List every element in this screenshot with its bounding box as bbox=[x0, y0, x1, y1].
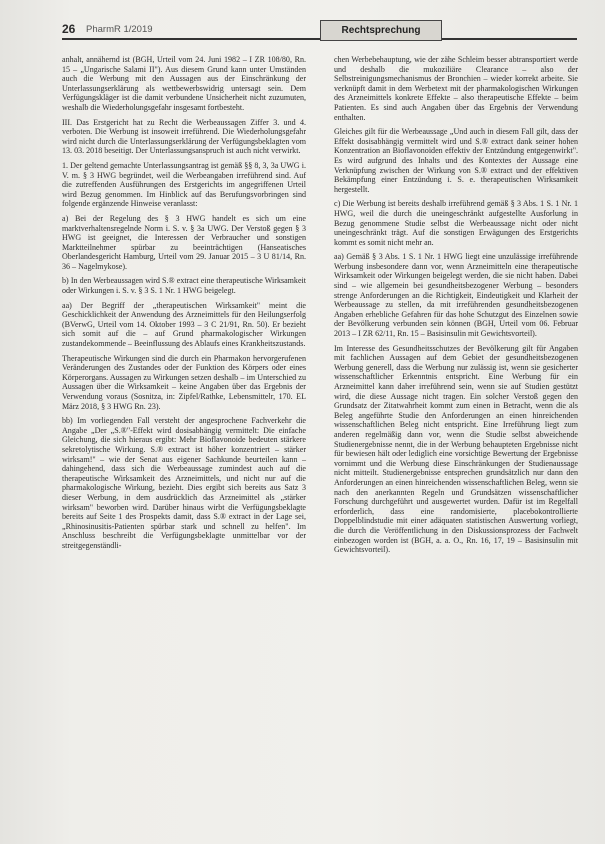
paragraph: chen Werbebehauptung, wie der zähe Schleim besser abtransportiert werde und deshalb die mukoziliäre Clearance – also der Selbstreinigungsmechanismus der Bronchien – wieder korrekt arbeite. Sie verknüpft damit in dem Werbetext mit der pharmakologischen Wirkungen des Arzneimittels konkrete Effekte – also therapeutische Effekte – beim Patienten. Es sind auch Angaben über das Ergebnis der Verwendung enthalten. bbox=[334, 55, 578, 122]
paragraph: anhalt, annähernd ist (BGH, Urteil vom 24. Juni 1982 – I ZR 108/80, Rn. 15 – „Ungarische Salami II"). Aus diesem Grund kann unter Umständen auch die Werbung mit den Aussagen aus der Einschränkung der Unterlassungserklärung als wettbewerbswidrig untersagt sein. Dem Verfügungskläger ist die damit verbundene Unsicherheit nicht zuzumuten, weshalb die Wiederholungsgefahr insgesamt fortbesteht. bbox=[62, 55, 306, 112]
paragraph: b) In den Werbeaussagen wird S.® extract eine therapeutische Wirksamkeit oder Wirkungen i. S. v. § 3 S. 1 Nr. 1 HWG beigelegt. bbox=[62, 276, 306, 296]
section-title: Rechtsprechung bbox=[320, 20, 442, 41]
left-column bbox=[62, 55, 306, 556]
right-column bbox=[334, 55, 578, 560]
paragraph: Im Interesse des Gesundheitsschutzes der Bevölkerung gilt für Angaben mit fachlichen Aussagen auf dem Gebiet der gesundheitsbezogenen Werbung generell, dass die Werbung nur zulässig ist, wenn sie gesicherter wissenschaftlicher Erkenntnis entspricht. Eine Werbung für ein Arzneimittel kann daher irreführend sein, wenn sie auf Studien gestützt wird, die diese Aussage nicht tragen. Ein solcher Verstoß gegen den Grundsatz der Zitatwahrheit kommt zum einen in Betracht, wenn die als Beleg angeführte Studie den Anforderungen an einen hinreichenden wissenschaftlichen Beleg nicht entspricht. Eine Irreführung liegt zum anderen regelmäßig dann vor, wenn die Studie selbst abweichende Studienergebnisse nennt, die in der Werbung behaupteten Ergebnisse nicht für bewiesen hält oder lediglich eine vorsichtige Bewertung der Ergebnisse vornimmt und die Werbung diese Einschränkungen der Studienaussage nicht mitteilt. Studienergebnisse entsprechen grundsätzlich nur dann den Anforderungen an einen hinreichenden wissenschaftlichen Beleg, wenn sie nach den anerkannten Regeln und Grundsätzen wissenschaftlicher Forschung durchgeführt und ausgewertet wurden. Dafür ist im Regelfall erforderlich, dass eine randomisierte, placebokontrollierte Doppelblindstudie mit einer adäquaten statistischen Auswertung vorliegt, die durch die Veröffentlichung in den Diskussionsprozess der Fachwelt einbezogen worden ist (BGH, a. a. O., Rn. 16, 17, 19 – Basisinsulin mit Gewichtsvorteil). bbox=[334, 343, 578, 555]
page-header bbox=[62, 16, 577, 42]
paragraph: aa) Gemäß § 3 Abs. 1 S. 1 Nr. 1 HWG liegt eine unzulässige irreführende Werbung insbesondere dann vor, wenn Arzneimitteln eine therapeutische Wirksamkeit oder Wirkungen beigelegt werden, die sie nicht haben. Dabei sind – wie allgemein bei gesundheitsbezogener Werbung – besonders strenge Anforderungen an die Richtigkeit, Eindeutigkeit und Klarheit der Werbeaussage zu stellen, da mit irreführenden gesundheitsbezogenen Angaben erhebliche Gefahren für das hohe Schutzgut des Einzelnen sowie der Bevölkerung verbunden sein können (BGH, Urteil vom 06. Februar 2013 – I ZR 62/11, Rn. 15 – Basisinsulin mit Gewichtsvorteil). bbox=[334, 252, 578, 339]
paragraph: aa) Der Begriff der „therapeutischen Wirksamkeit" meint die Geschicklichkeit der Anwendung des Arzneimittels für den Heilungserfolg (BVerwG, Urteil vom 14. Oktober 1993 – 3 C 21/91, Rn. 50). Er bezieht sich somit auf die – auf Grund pharmakologischer Wirkungen zustandekommende – Beeinflussung des Ablaufs eines Krankheitszustands. bbox=[62, 300, 306, 349]
journal-name: PharmR 1/2019 bbox=[86, 24, 153, 35]
paragraph: Gleiches gilt für die Werbeaussage „Und auch in diesem Fall gilt, dass der Effekt dosisabhängig vermittelt wird und S.® extract dank seiner hohen Konzentration an Bioflavonoiden effektiv der Entzündung entgegenwirkt". Es wird aufgrund des Inhalts und des Kontextes der Aussage eine Verknüpfung zwischen der Wirkung von S.® extract und der effektiven Bekämpfung einer Entzündung i. S. e. therapeutischen Wirksamkeit hergestellt. bbox=[334, 127, 578, 194]
paragraph: 1. Der geltend gemachte Unterlassungsantrag ist gemäß §§ 8, 3, 3a UWG i. V. m. § 3 HWG begründet, weil die Werbeangaben irreführend sind. Auf die zutreffenden Ausführungen des Erstgerichts im angegriffenen Urteil wird Bezug genommen. Im Hinblick auf das Berufungsvorbringen sind folgende ergänzende Hinweise veranlasst: bbox=[62, 160, 306, 209]
paragraph: a) Bei der Regelung des § 3 HWG handelt es sich um eine marktverhaltensregelnde Norm i. S. v. § 3a UWG. Der Verstoß gegen § 3 HWG ist geeignet, die Interessen der Verbraucher und sonstigen Marktteilnehmer spürbar zu beeinträchtigen (Hanseatisches Oberlandesgericht Hamburg, Urteil vom 29. Januar 2015 – 3 U 81/14, Rn. 36 – Nagelmykose). bbox=[62, 213, 306, 271]
paragraph: Therapeutische Wirkungen sind die durch ein Pharmakon hervorgerufenen Veränderungen des Zustandes oder der Funktion des Körpers oder eines Körperorgans. Aussagen zu Wirkungen setzen deshalb – im Unterschied zu Aussagen über die Wirksamkeit – keine Angaben über das Ergebnis der Verwendung voraus (Sosnitza, in: Zipfel/Rathke, Lebensmittelr, 170. EL März 2018, § 3 HWG Rn. 23). bbox=[62, 353, 306, 411]
page-number: 26 bbox=[62, 22, 76, 36]
paragraph: III. Das Erstgericht hat zu Recht die Werbeaussagen Ziffer 3. und 4. verboten. Die Werbung ist insoweit irreführend. Die Wiederholungsgefahr wird nicht durch die Unterlassungserklärung der Verfügungsbeklagten vom 13. 03. 2018 beseitigt. Der Unterlassungsanspruch ist auch nicht verwirkt. bbox=[62, 117, 306, 156]
paragraph: c) Die Werbung ist bereits deshalb irreführend gemäß § 3 Abs. 1 S. 1 Nr. 1 HWG, weil die durch die uneingeschränkt aufgestellte Ausforlung in Bezug genommene Studie selbst die Werbeaussage nicht oder nicht uneingeschränkt trägt. Auf die sonstigen Erwägungen des Erstgerichts kommt es somit nicht mehr an. bbox=[334, 199, 578, 247]
paragraph: bb) Im vorliegenden Fall versteht der angesprochene Fachverkehr die Angabe „Der „S.®"-Effekt wird dosisabhängig vermittelt: Die einfache Gleichung, die sich hieraus ergibt: Mehr Bioflavonoide bedeuten stärkere sekretolytische Wirkung. S.® extract ist höher konzentriert – stärker wirksam!" – wie der Senat aus eigener Sachkunde beurteilen kann – dahingehend, dass sich die Werbeaussage zumindest auch auf die therapeutische Wirksamkeit des Arzneimittels, und nicht nur auf die pharmakologische Wirkung, bezieht. Dies ergibt sich bereits aus Satz 3 dieser Werbung, in dem ausdrücklich das Arzneimittel als „stärker wirksam" beworben wird. Darüber hinaus wirbt die Verfügungsbeklagte bereits auf Seite 1 des Prospekts damit, dass S.® extract in der Lage sei, „Rhinosinusitis-Patienten spürbar stark und schnell zu helfen". Im Anschluss beschreibt die Verfügungsbeklagte unmittelbar vor der streitgegenständli- bbox=[62, 416, 306, 550]
